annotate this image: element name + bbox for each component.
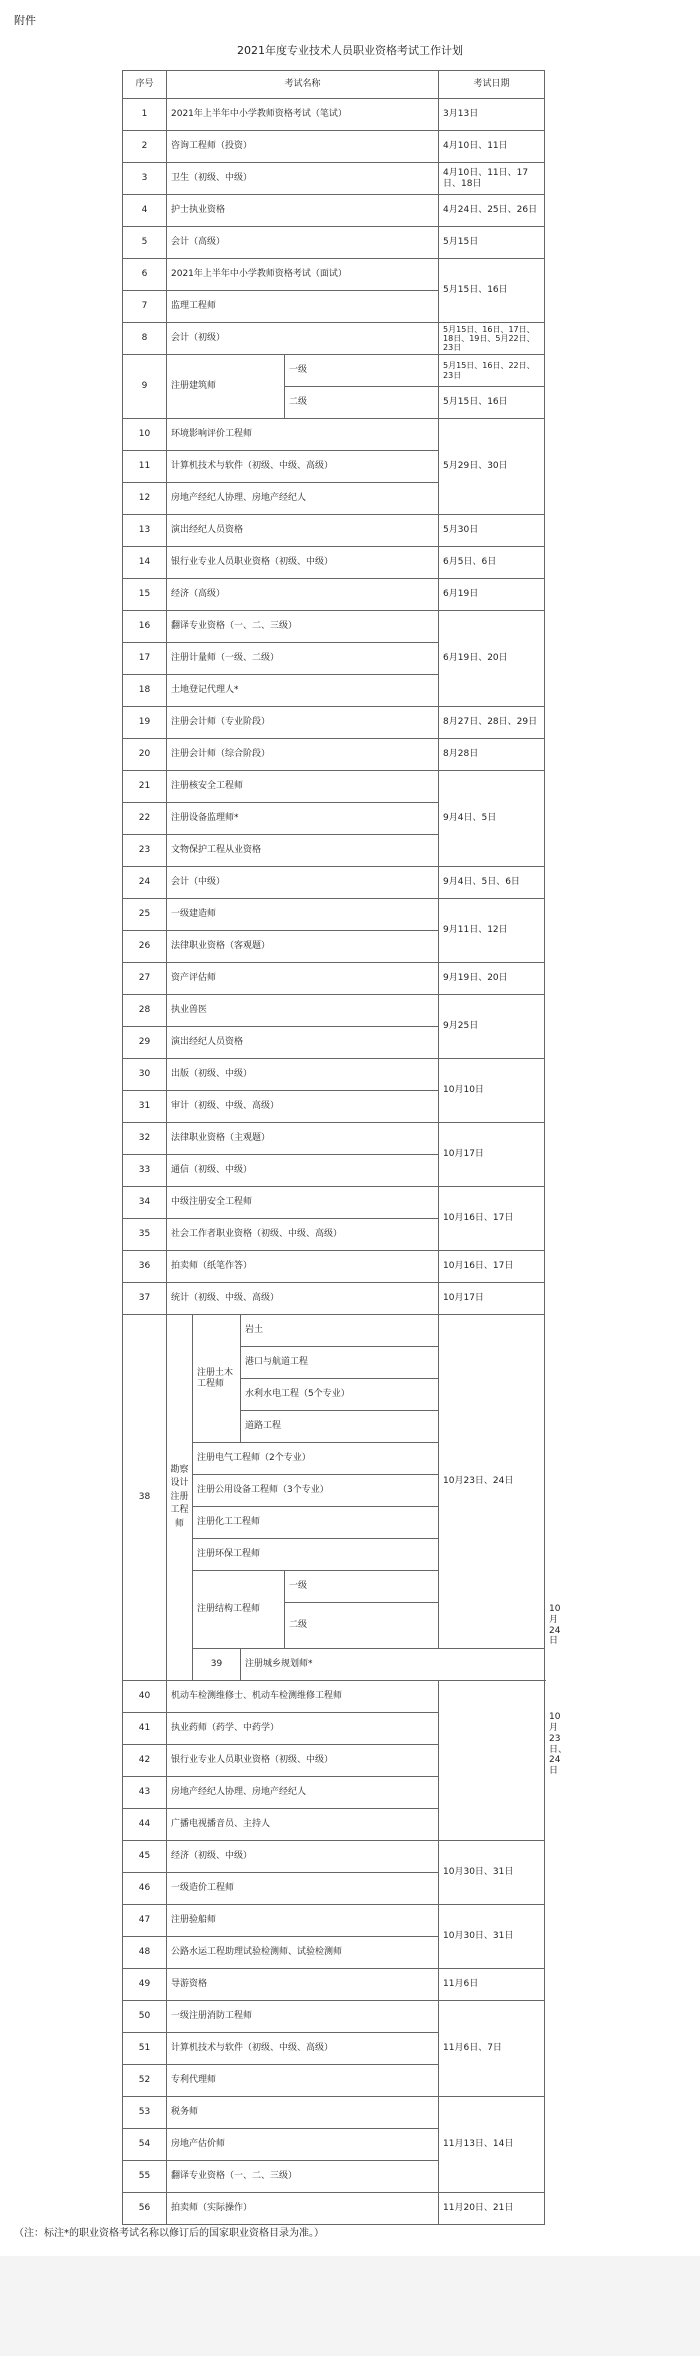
exam-name: 广播电视播音员、主持人 <box>167 1809 439 1841</box>
exam-date: 10月17日 <box>439 1123 545 1187</box>
exam-name: 会计（高级） <box>167 227 439 259</box>
exam-date: 8月28日 <box>439 739 545 771</box>
row-number: 37 <box>123 1283 167 1315</box>
table-row <box>123 707 545 739</box>
exam-date: 11月6日、7日 <box>439 2001 545 2097</box>
exam-name: 演出经纪人员资格 <box>167 515 439 547</box>
row-number: 28 <box>123 995 167 1027</box>
row-number: 26 <box>123 931 167 963</box>
table-row <box>123 259 545 291</box>
table-row <box>123 227 545 259</box>
exam-name: 经济（初级、中级） <box>167 1841 439 1873</box>
exam-name: 法律职业资格（主观题） <box>167 1123 439 1155</box>
row-number: 47 <box>123 1905 167 1937</box>
exam-date: 10月10日 <box>439 1059 545 1123</box>
exam-name: 演出经纪人员资格 <box>167 1027 439 1059</box>
exam-name: 执业药师（药学、中药学） <box>167 1713 439 1745</box>
exam-sub-name: 一级 <box>285 1571 439 1603</box>
table-row <box>123 611 545 643</box>
row-number: 23 <box>123 835 167 867</box>
row-number: 48 <box>123 1937 167 1969</box>
row-number: 12 <box>123 483 167 515</box>
exam-name: 注册计量师（一级、二级） <box>167 643 439 675</box>
row-number: 31 <box>123 1091 167 1123</box>
table-row <box>123 99 545 131</box>
exam-date: 6月5日、6日 <box>439 547 545 579</box>
table-row <box>123 195 545 227</box>
table-row <box>123 1713 545 1745</box>
row-number: 24 <box>123 867 167 899</box>
document-title: 2021年度专业技术人员职业资格考试工作计划 <box>237 44 463 57</box>
exam-name: 社会工作者职业资格（初级、中级、高级） <box>167 1219 439 1251</box>
exam-name: 注册验船师 <box>167 1905 439 1937</box>
table-row <box>123 579 545 611</box>
exam-date: 11月6日 <box>439 1969 545 2001</box>
exam-date: 5月29日、30日 <box>439 419 545 515</box>
row-number: 32 <box>123 1123 167 1155</box>
row-number: 15 <box>123 579 167 611</box>
exam-date: 4月10日、11日 <box>439 131 545 163</box>
exam-name: 房地产经纪人协理、房地产经纪人 <box>167 1777 439 1809</box>
table-header-row <box>123 71 545 99</box>
table-row <box>123 1315 545 1347</box>
table-row <box>123 1969 545 2001</box>
exam-name: 机动车检测维修士、机动车检测维修工程师 <box>167 1681 439 1713</box>
exam-date: 8月27日、28日、29日 <box>439 707 545 739</box>
exam-name: 勘察设计注册工程师 <box>167 1315 193 1681</box>
row-number: 40 <box>123 1681 167 1713</box>
exam-date: 5月30日 <box>439 515 545 547</box>
exam-date: 9月25日 <box>439 995 545 1059</box>
table-row <box>123 1809 545 1841</box>
exam-name: 会计（中级） <box>167 867 439 899</box>
exam-name: 房地产估价师 <box>167 2129 439 2161</box>
table-row <box>123 739 545 771</box>
row-number: 55 <box>123 2161 167 2193</box>
exam-date: 3月13日 <box>439 99 545 131</box>
exam-name: 专利代理师 <box>167 2065 439 2097</box>
row-number: 34 <box>123 1187 167 1219</box>
exam-sub-name: 注册化工工程师 <box>193 1507 439 1539</box>
exam-name: 出版（初级、中级） <box>167 1059 439 1091</box>
exam-name: 拍卖师（纸笔作答） <box>167 1251 439 1283</box>
row-number: 22 <box>123 803 167 835</box>
exam-name: 银行业专业人员职业资格（初级、中级） <box>167 1745 439 1777</box>
exam-name: 导游资格 <box>167 1969 439 2001</box>
row-number: 44 <box>123 1809 167 1841</box>
table-row <box>123 1123 545 1155</box>
table-row <box>123 1745 545 1777</box>
exam-name: 一级建造师 <box>167 899 439 931</box>
row-number: 10 <box>123 419 167 451</box>
exam-name: 注册会计师（综合阶段） <box>167 739 439 771</box>
exam-date: 10月30日、31日 <box>439 1841 545 1905</box>
row-number: 29 <box>123 1027 167 1059</box>
exam-date: 4月24日、25日、26日 <box>439 195 545 227</box>
row-number: 14 <box>123 547 167 579</box>
exam-date: 6月19日、20日 <box>439 611 545 707</box>
exam-date: 11月20日、21日 <box>439 2193 545 2225</box>
exam-date: 9月19日、20日 <box>439 963 545 995</box>
exam-name: 一级注册消防工程师 <box>167 2001 439 2033</box>
row-number: 38 <box>123 1315 167 1681</box>
row-number: 52 <box>123 2065 167 2097</box>
exam-date: 10月17日 <box>439 1283 545 1315</box>
attachment-label: 附件 <box>14 14 36 27</box>
exam-name: 经济（高级） <box>167 579 439 611</box>
table-row <box>123 323 545 355</box>
exam-name: 执业兽医 <box>167 995 439 1027</box>
exam-schedule-table <box>122 70 568 2225</box>
table-row <box>123 2097 545 2129</box>
exam-name: 2021年上半年中小学教师资格考试（笔试） <box>167 99 439 131</box>
exam-name: 中级注册安全工程师 <box>167 1187 439 1219</box>
row-number: 9 <box>123 355 167 419</box>
row-number: 46 <box>123 1873 167 1905</box>
exam-name: 土地登记代理人* <box>167 675 439 707</box>
exam-date: 9月4日、5日、6日 <box>439 867 545 899</box>
exam-name: 资产评估师 <box>167 963 439 995</box>
column-header-name: 考试名称 <box>167 71 439 99</box>
exam-name: 注册核安全工程师 <box>167 771 439 803</box>
row-number: 33 <box>123 1155 167 1187</box>
row-number: 6 <box>123 259 167 291</box>
table-row <box>123 1841 545 1873</box>
table-row <box>123 963 545 995</box>
exam-name: 翻译专业资格（一、二、三级） <box>167 2161 439 2193</box>
exam-name: 注册设备监理师* <box>167 803 439 835</box>
exam-sub-name: 二级 <box>285 387 439 419</box>
exam-name: 文物保护工程从业资格 <box>167 835 439 867</box>
table-row <box>123 131 545 163</box>
table-row <box>123 1777 545 1809</box>
exam-name: 一级造价工程师 <box>167 1873 439 1905</box>
row-number: 53 <box>123 2097 167 2129</box>
row-number: 36 <box>123 1251 167 1283</box>
exam-name: 会计（初级） <box>167 323 439 355</box>
table-row: 39 注册城乡规划师* 10月23日、24日 <box>123 1649 545 1681</box>
row-number: 4 <box>123 195 167 227</box>
row-number: 7 <box>123 291 167 323</box>
exam-sub-name: 道路工程 <box>241 1411 439 1443</box>
exam-date: 11月13日、14日 <box>439 2097 545 2193</box>
row-number: 35 <box>123 1219 167 1251</box>
table-row <box>123 2001 545 2033</box>
row-number: 25 <box>123 899 167 931</box>
exam-name: 注册建筑师 <box>167 355 285 419</box>
exam-date: 5月15日、16日 <box>439 259 545 323</box>
exam-sub-name: 港口与航道工程 <box>241 1347 439 1379</box>
table-row <box>123 771 545 803</box>
column-header-date: 考试日期 <box>439 71 545 99</box>
exam-name: 拍卖师（实际操作） <box>167 2193 439 2225</box>
exam-sub-name: 注册电气工程师（2个专业） <box>193 1443 439 1475</box>
exam-sub-name: 一级 <box>285 355 439 387</box>
exam-date: 9月4日、5日 <box>439 771 545 867</box>
row-number: 17 <box>123 643 167 675</box>
exam-name: 翻译专业资格（一、二、三级） <box>167 611 439 643</box>
exam-name: 注册城乡规划师* <box>241 1649 545 1681</box>
exam-date: 4月10日、11日、17日、18日 <box>439 163 545 195</box>
row-number: 39 <box>193 1649 241 1681</box>
exam-sub-name: 注册公用设备工程师（3个专业） <box>193 1475 439 1507</box>
exam-name: 公路水运工程助理试验检测师、试验检测师 <box>167 1937 439 1969</box>
table-row <box>123 515 545 547</box>
exam-name: 审计（初级、中级、高级） <box>167 1091 439 1123</box>
table-row <box>123 1059 545 1091</box>
row-number: 19 <box>123 707 167 739</box>
table-row <box>123 355 545 387</box>
exam-sub-name: 岩土 <box>241 1315 439 1347</box>
row-number: 1 <box>123 99 167 131</box>
exam-date: 10月23日、24日 <box>439 1315 545 1649</box>
exam-name: 税务师 <box>167 2097 439 2129</box>
exam-name: 环境影响评价工程师 <box>167 419 439 451</box>
exam-name: 计算机技术与软件（初级、中级、高级） <box>167 451 439 483</box>
exam-name: 2021年上半年中小学教师资格考试（面试） <box>167 259 439 291</box>
table-row <box>123 163 545 195</box>
footnote: （注：标注*的职业资格考试名称以修订后的国家职业资格目录为准。） <box>14 2228 324 2239</box>
table-row <box>123 867 545 899</box>
exam-name: 法律职业资格（客观题） <box>167 931 439 963</box>
exam-date: 10月16日、17日 <box>439 1251 545 1283</box>
exam-name: 通信（初级、中级） <box>167 1155 439 1187</box>
row-number: 20 <box>123 739 167 771</box>
exam-date: 10月30日、31日 <box>439 1905 545 1969</box>
table-row <box>123 995 545 1027</box>
row-number: 42 <box>123 1745 167 1777</box>
exam-date: 10月16日、17日 <box>439 1187 545 1251</box>
table-row <box>123 1187 545 1219</box>
exam-sub-name: 水利水电工程（5个专业） <box>241 1379 439 1411</box>
exam-name: 房地产经纪人协理、房地产经纪人 <box>167 483 439 515</box>
exam-name: 统计（初级、中级、高级） <box>167 1283 439 1315</box>
exam-group-name: 注册结构工程师 <box>193 1571 285 1649</box>
table-row <box>123 1905 545 1937</box>
exam-sub-name: 二级 <box>285 1603 439 1649</box>
exam-date: 9月11日、12日 <box>439 899 545 963</box>
row-number: 16 <box>123 611 167 643</box>
row-number: 27 <box>123 963 167 995</box>
row-number: 41 <box>123 1713 167 1745</box>
row-number: 43 <box>123 1777 167 1809</box>
table-row <box>123 899 545 931</box>
row-number: 3 <box>123 163 167 195</box>
exam-date: 5月15日、16日 <box>439 387 545 419</box>
row-number: 49 <box>123 1969 167 2001</box>
table-row <box>123 1283 545 1315</box>
row-number: 8 <box>123 323 167 355</box>
row-number: 54 <box>123 2129 167 2161</box>
exam-name: 银行业专业人员职业资格（初级、中级） <box>167 547 439 579</box>
exam-name: 护士执业资格 <box>167 195 439 227</box>
row-number: 56 <box>123 2193 167 2225</box>
table-row <box>123 547 545 579</box>
row-number: 5 <box>123 227 167 259</box>
table-row <box>123 2193 545 2225</box>
row-number: 13 <box>123 515 167 547</box>
exam-group-name: 注册土木工程师 <box>193 1315 241 1443</box>
row-number: 18 <box>123 675 167 707</box>
row-number: 30 <box>123 1059 167 1091</box>
table-row <box>123 1681 545 1713</box>
row-number: 21 <box>123 771 167 803</box>
exam-date: 6月19日 <box>439 579 545 611</box>
table-row: 二级 10月24日 <box>123 1603 545 1649</box>
exam-name: 咨询工程师（投资） <box>167 131 439 163</box>
exam-sub-name: 注册环保工程师 <box>193 1539 439 1571</box>
exam-name: 监理工程师 <box>167 291 439 323</box>
row-number: 45 <box>123 1841 167 1873</box>
row-number: 51 <box>123 2033 167 2065</box>
exam-name: 卫生（初级、中级） <box>167 163 439 195</box>
table-row <box>123 419 545 451</box>
row-number: 2 <box>123 131 167 163</box>
exam-date: 5月15日、16日、22日、23日 <box>439 355 545 387</box>
exam-date: 5月15日 <box>439 227 545 259</box>
column-header-number: 序号 <box>123 71 167 99</box>
exam-name: 计算机技术与软件（初级、中级、高级） <box>167 2033 439 2065</box>
row-number: 50 <box>123 2001 167 2033</box>
page-footer-band <box>0 2256 700 2356</box>
exam-name: 注册会计师（专业阶段） <box>167 707 439 739</box>
table-row <box>123 1251 545 1283</box>
row-number: 11 <box>123 451 167 483</box>
exam-date: 5月15日、16日、17日、18日、19日、5月22日、23日 <box>439 323 545 355</box>
